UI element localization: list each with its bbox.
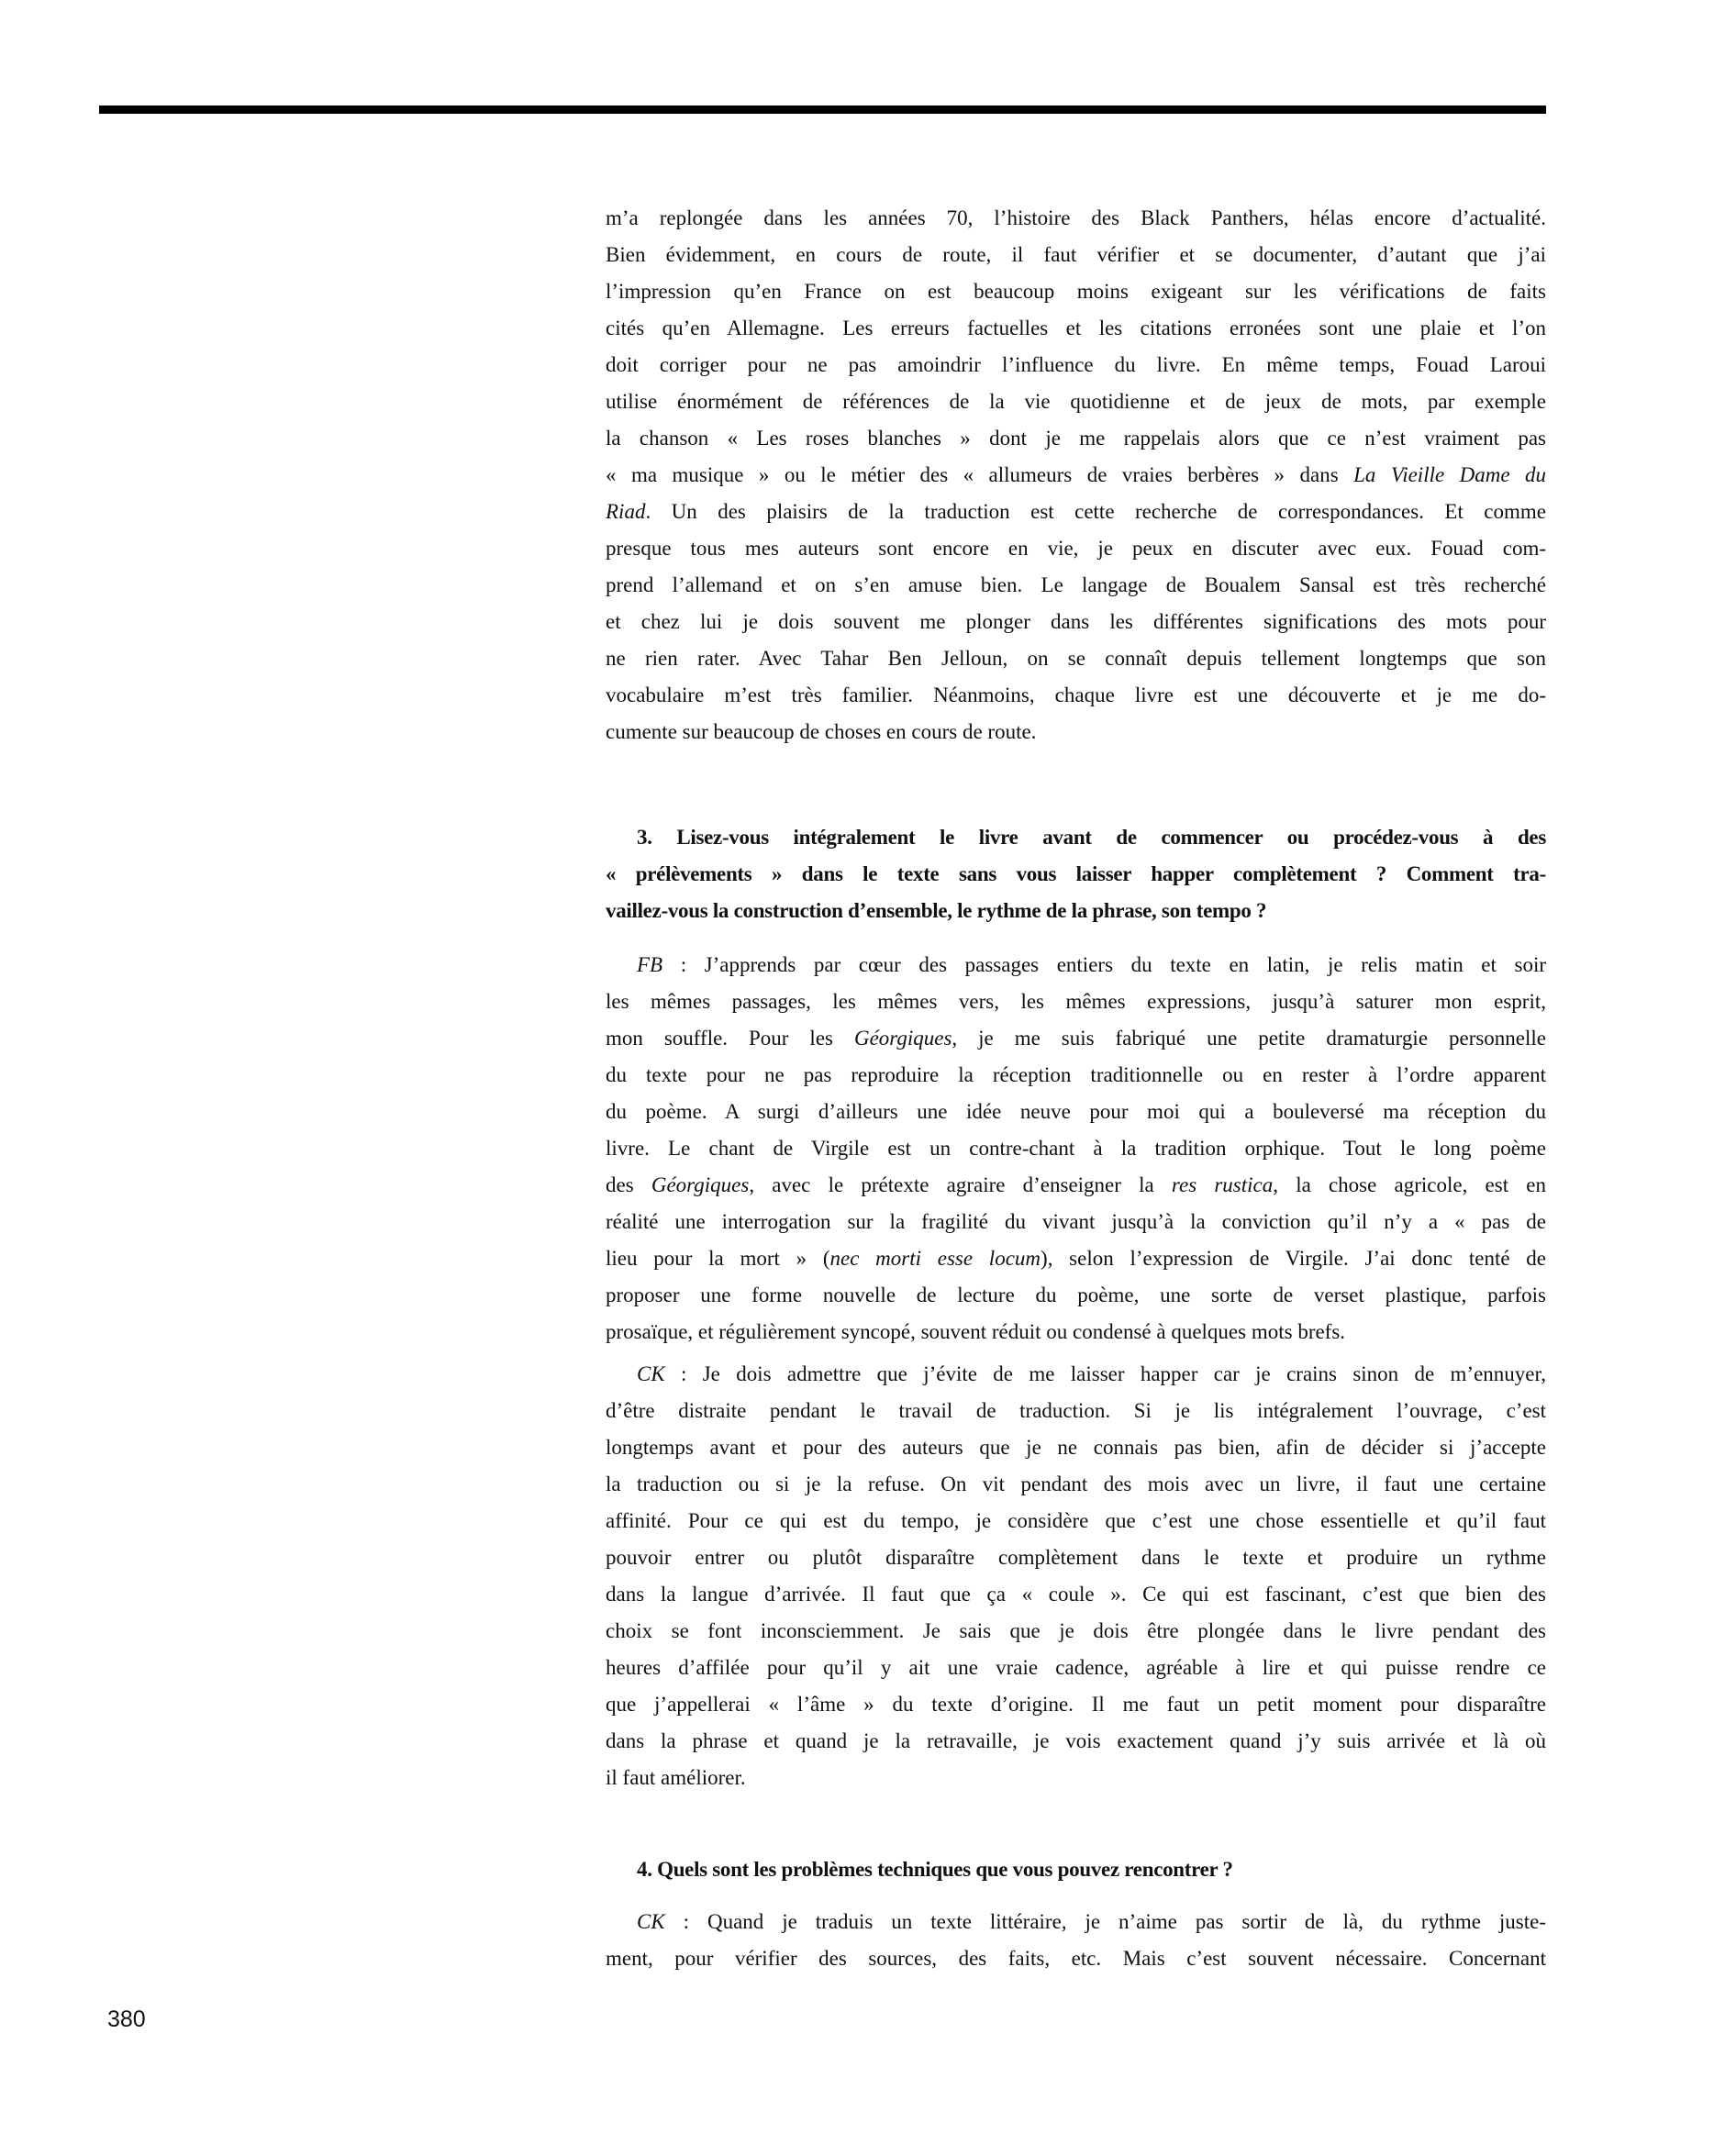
question-4 (606, 1851, 1546, 1888)
fb-answer-paragraph (606, 947, 1546, 1350)
text-segment: cumente sur beaucoup de choses en cours de route. (606, 720, 1037, 743)
text-segment: dans la langue d’arrivée. Il faut que ça « coule ». Ce qui est fascinant, c’est que bien des (606, 1583, 1546, 1606)
text-segment: prend l’allemand et on s’en amuse bien. Le langage de Boualem Sansal est très recherché (606, 573, 1546, 596)
text-segment: du texte pour ne pas reproduire la réception traditionnelle ou en rester à l’ordre apparent (606, 1063, 1546, 1086)
text-segment: et chez lui je dois souvent me plonger dans les différentes significations des mots pour (606, 610, 1546, 633)
text-segment: presque tous mes auteurs sont encore en vie, je peux en discuter avec eux. Fouad com- (606, 537, 1546, 560)
text-segment: d’être distraite pendant le travail de traduction. Si je lis intégralement l’ouvrage, c’est (606, 1399, 1546, 1422)
text-line (606, 893, 1546, 929)
text-line (606, 347, 1546, 383)
ck-answer-2-paragraph (606, 1904, 1546, 1977)
text-line (606, 1130, 1546, 1167)
italic-text-segment: La Vieille Dame du (1353, 463, 1546, 486)
text-line (606, 1356, 1546, 1393)
text-segment: vocabulaire m’est très familier. Néanmoins, chaque livre est une découverte et je me do- (606, 683, 1546, 706)
text-segment: longtemps avant et pour des auteurs que je ne connais pas bien, afin de décider si j’accepte (606, 1436, 1546, 1459)
text-line (606, 1940, 1546, 1977)
text-line (606, 947, 1546, 984)
text-line (606, 1650, 1546, 1686)
text-segment: prosaïque, et régulièrement syncopé, souvent réduit ou condensé à quelques mots brefs. (606, 1320, 1346, 1343)
text-line (606, 819, 1546, 856)
text-segment: m’a replongée dans les années 70, l’histoire des Black Panthers, hélas encore d’actualité. (606, 206, 1546, 229)
text-line (606, 1020, 1546, 1057)
text-line (606, 714, 1546, 750)
text-segment: mon souffle. Pour les (606, 1027, 854, 1050)
text-line (606, 640, 1546, 677)
text-segment: des (606, 1173, 651, 1196)
text-line (606, 457, 1546, 494)
text-line (606, 1167, 1546, 1204)
text-segment: 3. Lisez-vous intégralement le livre avant de commencer ou procédez-vous à des (637, 826, 1546, 849)
italic-text-segment: CK (637, 1362, 665, 1385)
text-column (606, 200, 1546, 1977)
text-line (606, 420, 1546, 457)
italic-text-segment: nec morti esse locum (829, 1247, 1041, 1270)
text-segment: la traduction ou si je la refuse. On vit pendant des mois avec un livre, il faut une certaine (606, 1473, 1546, 1495)
ck-answer-paragraph (606, 1356, 1546, 1796)
italic-text-segment: FB (637, 953, 663, 976)
text-segment: ment, pour vérifier des sources, des faits, etc. Mais c’est souvent nécessaire. Concernant (606, 1947, 1546, 1970)
text-line (606, 1576, 1546, 1613)
text-segment: la chanson « Les roses blanches » dont je me rappelais alors que ce n’est vraiment pas (606, 427, 1546, 450)
text-line (606, 273, 1546, 310)
text-segment: : Je dois admettre que j’évite de me laisser happer car je crains sinon de m’ennuyer, (664, 1362, 1546, 1385)
text-segment: proposer une forme nouvelle de lecture du poème, une sorte de verset plastique, parfois (606, 1284, 1546, 1306)
text-segment: : J’apprends par cœur des passages entiers du texte en latin, je relis matin et soir (662, 953, 1546, 976)
text-segment: les mêmes passages, les mêmes vers, les mêmes expressions, jusqu’à saturer mon esprit, (606, 990, 1546, 1013)
text-segment: dans la phrase et quand je la retravaille, je vois exactement quand j’y suis arrivée et là où (606, 1729, 1546, 1752)
text-segment: , la chose agricole, est en (1273, 1173, 1546, 1196)
text-line (606, 383, 1546, 420)
text-segment: du poème. A surgi d’ailleurs une idée neuve pour moi qui a bouleversé ma réception du (606, 1100, 1546, 1123)
text-line (606, 1613, 1546, 1650)
text-line (606, 567, 1546, 604)
continuation-paragraph (606, 200, 1546, 750)
text-line (606, 984, 1546, 1020)
text-segment: utilise énormément de références de la vie quotidienne et de jeux de mots, par exemple (606, 390, 1546, 413)
text-segment: que j’appellerai « l’âme » du texte d’origine. Il me faut un petit moment pour disparaître (606, 1693, 1546, 1716)
page-number: 380 (107, 2006, 146, 2032)
text-line (606, 310, 1546, 347)
italic-text-segment: Riad (606, 500, 646, 523)
question-3 (606, 819, 1546, 929)
text-segment: lieu pour la mort » ( (606, 1247, 830, 1270)
text-line (606, 1429, 1546, 1466)
text-line (606, 1393, 1546, 1429)
text-line (606, 1277, 1546, 1314)
text-line (606, 1057, 1546, 1094)
text-line (606, 200, 1546, 237)
text-segment: « prélèvements » dans le texte sans vous laisser happer complètement ? Comment tra- (606, 862, 1546, 885)
text-segment: ), selon l’expression de Virgile. J’ai donc tenté de (1041, 1247, 1546, 1270)
italic-text-segment: Géorgiques (853, 1027, 952, 1050)
text-segment: pouvoir entrer ou plutôt disparaître complètement dans le texte et produire un rythme (606, 1546, 1546, 1569)
text-line (606, 1094, 1546, 1130)
text-line (606, 530, 1546, 567)
text-line (606, 1851, 1546, 1888)
text-segment: livre. Le chant de Virgile est un contre-chant à la tradition orphique. Tout le long poème (606, 1137, 1546, 1160)
text-segment: l’impression qu’en France on est beaucoup moins exigeant sur les vérifications de faits (606, 280, 1546, 303)
text-line (606, 1204, 1546, 1240)
text-line (606, 237, 1546, 273)
text-line (606, 1466, 1546, 1503)
text-segment: 4. Quels sont les problèmes techniques que vous pouvez rencontrer ? (637, 1858, 1233, 1881)
italic-text-segment: CK (637, 1910, 665, 1933)
text-segment: réalité une interrogation sur la fragilité du vivant jusqu’à la conviction qu’il n’y a « pas de (606, 1210, 1546, 1233)
text-segment: Bien évidemment, en cours de route, il faut vérifier et se documenter, d’autant que j’ai (606, 243, 1546, 266)
italic-text-segment: res rustica (1171, 1173, 1274, 1196)
text-segment: , je me suis fabriqué une petite dramaturgie personnelle (952, 1027, 1546, 1050)
text-line (606, 1686, 1546, 1723)
text-line (606, 856, 1546, 893)
text-line (606, 1904, 1546, 1940)
text-segment: « ma musique » ou le métier des « allumeurs de vraies berbères » dans (606, 463, 1354, 486)
text-line (606, 604, 1546, 640)
italic-text-segment: Géorgiques (651, 1173, 750, 1196)
text-line (606, 1723, 1546, 1760)
text-segment: vaillez-vous la construction d’ensemble, le rythme de la phrase, son tempo ? (606, 899, 1267, 922)
text-line (606, 494, 1546, 530)
text-segment: . Un des plaisirs de la traduction est cette recherche de correspondances. Et comme (645, 500, 1546, 523)
text-segment: ne rien rater. Avec Tahar Ben Jelloun, on se connaît depuis tellement longtemps que son (606, 647, 1546, 670)
text-segment: affinité. Pour ce qui est du tempo, je considère que c’est une chose essentielle et qu’il faut (606, 1509, 1546, 1532)
text-segment: choix se font inconsciemment. Je sais que je dois être plongée dans le livre pendant des (606, 1619, 1546, 1642)
text-segment: : Quand je traduis un texte littéraire, je n’aime pas sortir de là, du rythme juste- (664, 1910, 1546, 1933)
header-rule (99, 106, 1546, 114)
text-line (606, 1539, 1546, 1576)
text-line (606, 1503, 1546, 1539)
text-line (606, 677, 1546, 714)
text-segment: il faut améliorer. (606, 1766, 746, 1789)
text-segment: cités qu’en Allemagne. Les erreurs factuelles et les citations erronées sont une plaie et l’on (606, 317, 1546, 339)
text-segment: heures d’affilée pour qu’il y ait une vraie cadence, agréable à lire et qui puisse rendre ce (606, 1656, 1546, 1679)
text-segment: doit corriger pour ne pas amoindrir l’influence du livre. En même temps, Fouad Laroui (606, 353, 1546, 376)
text-line (606, 1314, 1546, 1350)
text-line (606, 1240, 1546, 1277)
text-line (606, 1760, 1546, 1796)
text-segment: , avec le prétexte agraire d’enseigner la (749, 1173, 1172, 1196)
